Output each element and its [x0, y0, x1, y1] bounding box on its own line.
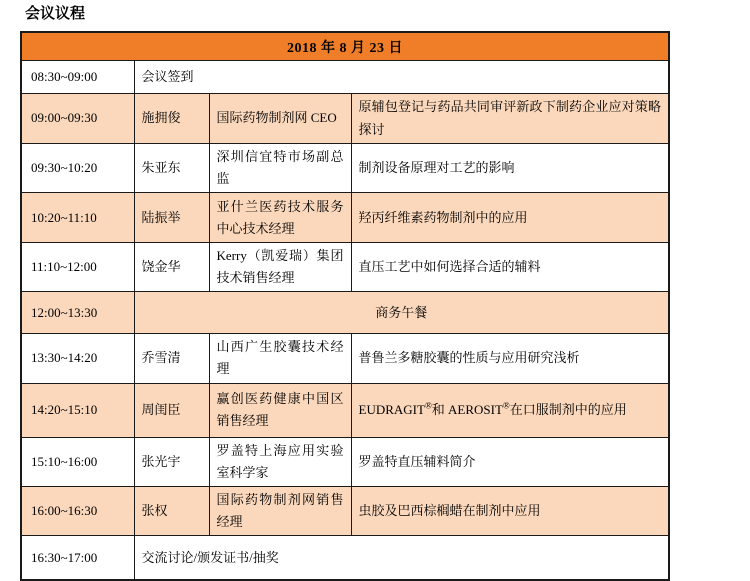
time-cell: 12:00~13:30	[21, 292, 134, 334]
topic-cell: 虫胶及巴西棕榈蜡在制剂中应用	[351, 486, 669, 535]
date-header: 2018 年 8 月 23 日	[21, 32, 669, 61]
title-cell: 罗盖特上海应用实验室科学家	[209, 437, 351, 486]
speaker-cell: 陆振举	[134, 193, 209, 243]
topic-cell: 直压工艺中如何选择合适的辅料	[351, 243, 669, 292]
title-cell: 山西广生胶囊技术经理	[209, 334, 351, 383]
speaker-cell: 周闺臣	[134, 383, 209, 437]
table-row	[21, 61, 669, 94]
time-cell: 16:00~16:30	[21, 486, 134, 535]
merged-session-cell: 商务午餐	[134, 292, 669, 334]
title-cell: Kerry（凯爱瑞）集团技术销售经理	[209, 243, 351, 292]
table-row	[21, 94, 669, 144]
speaker-cell: 朱亚东	[134, 144, 209, 193]
speaker-cell: 施拥俊	[134, 94, 209, 144]
table-row	[21, 193, 669, 243]
merged-session-cell: 会议签到	[134, 61, 669, 94]
time-cell: 10:20~11:10	[21, 193, 134, 243]
title-cell: 亚什兰医药技术服务中心技术经理	[209, 193, 351, 243]
registered-mark: ®	[502, 400, 510, 411]
speaker-cell: 张权	[134, 486, 209, 535]
topic-cell: 原辅包登记与药品共同审评新政下制药企业应对策略探讨	[351, 94, 669, 144]
table-row	[21, 243, 669, 292]
agenda-table-body	[21, 61, 669, 581]
time-cell: 14:20~15:10	[21, 383, 134, 437]
table-row	[21, 437, 669, 486]
page-title: 会议议程	[25, 6, 86, 22]
topic-cell: 普鲁兰多糖胶囊的性质与应用研究浅析	[351, 334, 669, 383]
title-cell: 深圳信宜特市场副总监	[209, 144, 351, 193]
date-header-row	[21, 32, 669, 61]
topic-cell: 制剂设备原理对工艺的影响	[351, 144, 669, 193]
merged-session-cell: 交流讨论/颁发证书/抽奖	[134, 535, 669, 580]
agenda-table	[20, 31, 670, 581]
time-cell: 09:30~10:20	[21, 144, 134, 193]
title-cell: 赢创医药健康中国区销售经理	[209, 383, 351, 437]
table-row	[21, 144, 669, 193]
topic-cell: 罗盖特直压辅料简介	[351, 437, 669, 486]
table-row	[21, 292, 669, 334]
table-row	[21, 486, 669, 535]
speaker-cell: 饶金华	[134, 243, 209, 292]
title-cell: 国际药物制剂网销售经理	[209, 486, 351, 535]
registered-mark: ®	[424, 400, 432, 411]
table-row	[21, 334, 669, 383]
table-row	[21, 535, 669, 580]
time-cell: 16:30~17:00	[21, 535, 134, 580]
time-cell: 13:30~14:20	[21, 334, 134, 383]
speaker-cell: 乔雪清	[134, 334, 209, 383]
time-cell: 11:10~12:00	[21, 243, 134, 292]
topic-cell: EUDRAGIT®和 AEROSIT®在口服制剂中的应用	[351, 383, 669, 437]
speaker-cell: 张光宇	[134, 437, 209, 486]
topic-cell: 羟丙纤维素药物制剂中的应用	[351, 193, 669, 243]
time-cell: 09:00~09:30	[21, 94, 134, 144]
table-row	[21, 383, 669, 437]
title-cell: 国际药物制剂网 CEO	[209, 94, 351, 144]
time-cell: 08:30~09:00	[21, 61, 134, 94]
time-cell: 15:10~16:00	[21, 437, 134, 486]
